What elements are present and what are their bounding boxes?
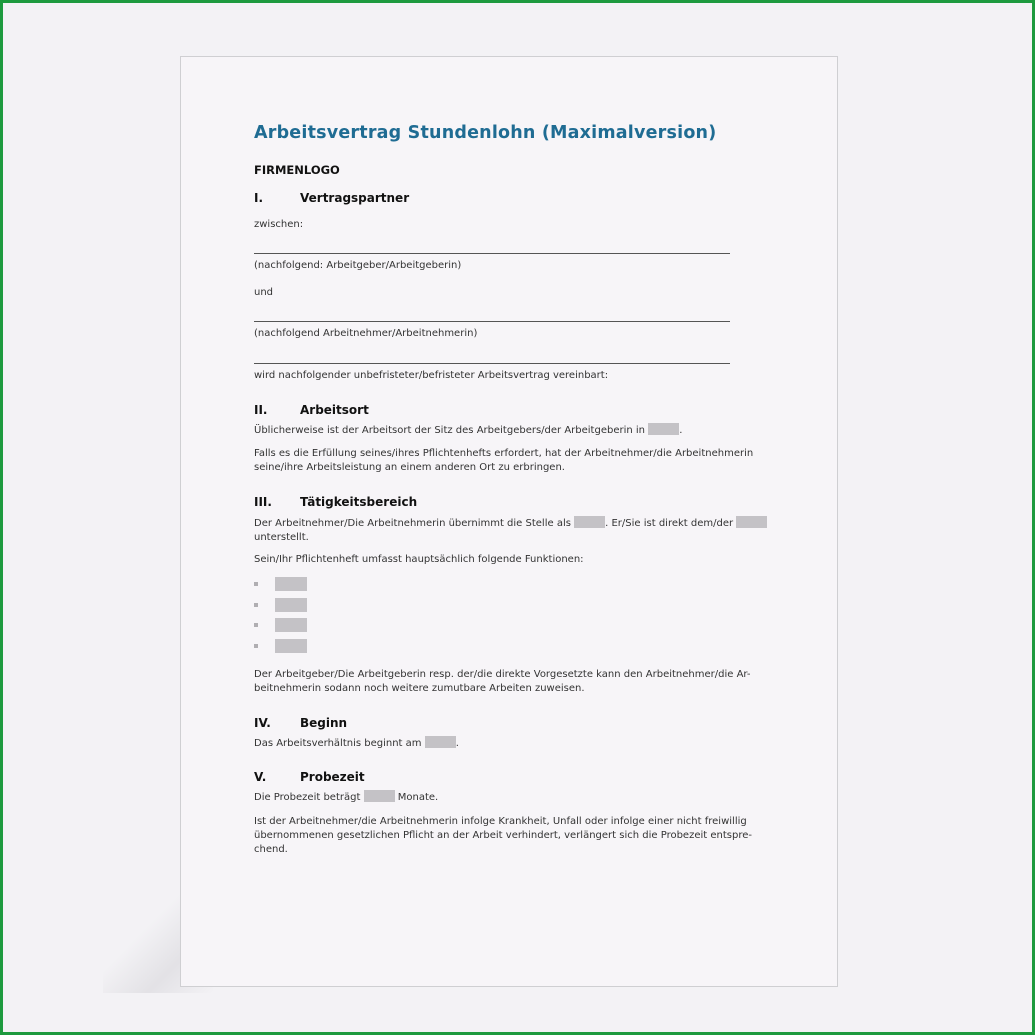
- document-page: [180, 56, 838, 987]
- section-title: Arbeitsort: [300, 403, 369, 417]
- text-workplace-2: Falls es die Erfüllung seines/ihres Pflichtenhefts erfordert, hat der Arbeitnehmer/die Arbeitnehmerin seine/ihre Arbeitsleistung an einem anderen Ort zu erbringen.: [254, 448, 754, 473]
- placeholder-field[interactable]: [275, 639, 307, 653]
- text-agreement: wird nachfolgender unbefristeter/befristeter Arbeitsvertrag vereinbart:: [254, 370, 609, 381]
- text-scope-1: [254, 516, 774, 545]
- bullet-icon: [254, 582, 258, 586]
- placeholder-field[interactable]: [275, 577, 307, 591]
- placeholder-field[interactable]: [364, 790, 395, 802]
- section-title: Probezeit: [300, 770, 365, 784]
- text-scope-2: Sein/Ihr Pflichtenheft umfasst hauptsächlich folgende Funktionen:: [254, 554, 584, 565]
- text-span: .: [455, 738, 459, 749]
- text-span: Das Arbeitsverhältnis beginnt am: [254, 738, 425, 749]
- placeholder-field[interactable]: [275, 618, 307, 632]
- text-scope-3: Der Arbeitgeber/Die Arbeitgeberin resp. der/die direkte Vorgesetzte kann den Arbeitnehmer/die Ar-beitnehmerin sodann noch weitere zumutbare Arbeiten zuweisen.: [254, 669, 751, 694]
- placeholder-field[interactable]: [574, 516, 605, 528]
- company-logo-placeholder: FIRMENLOGO: [254, 163, 340, 177]
- placeholder-field[interactable]: [425, 736, 456, 748]
- text-employer-note: (nachfolgend: Arbeitgeber/Arbeitgeberin): [254, 260, 462, 271]
- text-zwischen: zwischen:: [254, 219, 304, 230]
- section-heading-scope: [254, 495, 417, 509]
- signature-line-employer: [254, 253, 730, 254]
- text-workplace-1: [254, 423, 774, 438]
- section-title: Beginn: [300, 716, 348, 730]
- bullet-icon: [254, 623, 258, 627]
- placeholder-field[interactable]: [736, 516, 767, 528]
- section-number: II.: [254, 403, 268, 417]
- image-frame: [3, 3, 1032, 1032]
- signature-line-contract: [254, 363, 730, 364]
- signature-line-employee: [254, 321, 730, 322]
- section-title: Tätigkeitsbereich: [300, 495, 418, 509]
- section-heading-workplace: [254, 403, 369, 417]
- text-span: Der Arbeitnehmer/Die Arbeitnehmerin übernimmt die Stelle als: [254, 518, 575, 529]
- section-number: V.: [254, 770, 267, 784]
- text-span: .: [679, 425, 683, 436]
- document-title: Arbeitsvertrag Stundenlohn (Maximalversion): [254, 123, 717, 143]
- section-heading-probation: [254, 770, 365, 784]
- section-number: III.: [254, 495, 272, 509]
- placeholder-field[interactable]: [275, 598, 307, 612]
- text-und: und: [254, 287, 274, 298]
- bullet-icon: [254, 603, 258, 607]
- text-span: Monate.: [394, 792, 439, 803]
- text-employee-note: (nachfolgend Arbeitnehmer/Arbeitnehmerin): [254, 328, 478, 339]
- text-probation-1: [254, 790, 774, 805]
- text-span: Üblicherweise ist der Arbeitsort der Sitz des Arbeitgebers/der Arbeitgeberin in: [254, 425, 649, 436]
- section-number: IV.: [254, 716, 271, 730]
- section-heading-start: [254, 716, 347, 730]
- text-span: . Er/Sie ist direkt dem/der: [605, 518, 737, 529]
- section-number: I.: [254, 191, 264, 205]
- section-heading-contract-parties: [254, 191, 409, 205]
- text-start: [254, 736, 774, 751]
- text-probation-2: Ist der Arbeitnehmer/die Arbeitnehmerin infolge Krankheit, Unfall oder infolge einer nicht freiwillig übernommenen gesetzlichen Pflicht an der Arbeit verhindert, verlängert sich die Probezeit entspre-chend.: [254, 816, 752, 855]
- section-title: Vertragspartner: [300, 191, 410, 205]
- text-span: Die Probezeit beträgt: [254, 792, 364, 803]
- placeholder-field[interactable]: [648, 423, 679, 435]
- bullet-icon: [254, 644, 258, 648]
- text-span: unterstellt.: [254, 532, 309, 543]
